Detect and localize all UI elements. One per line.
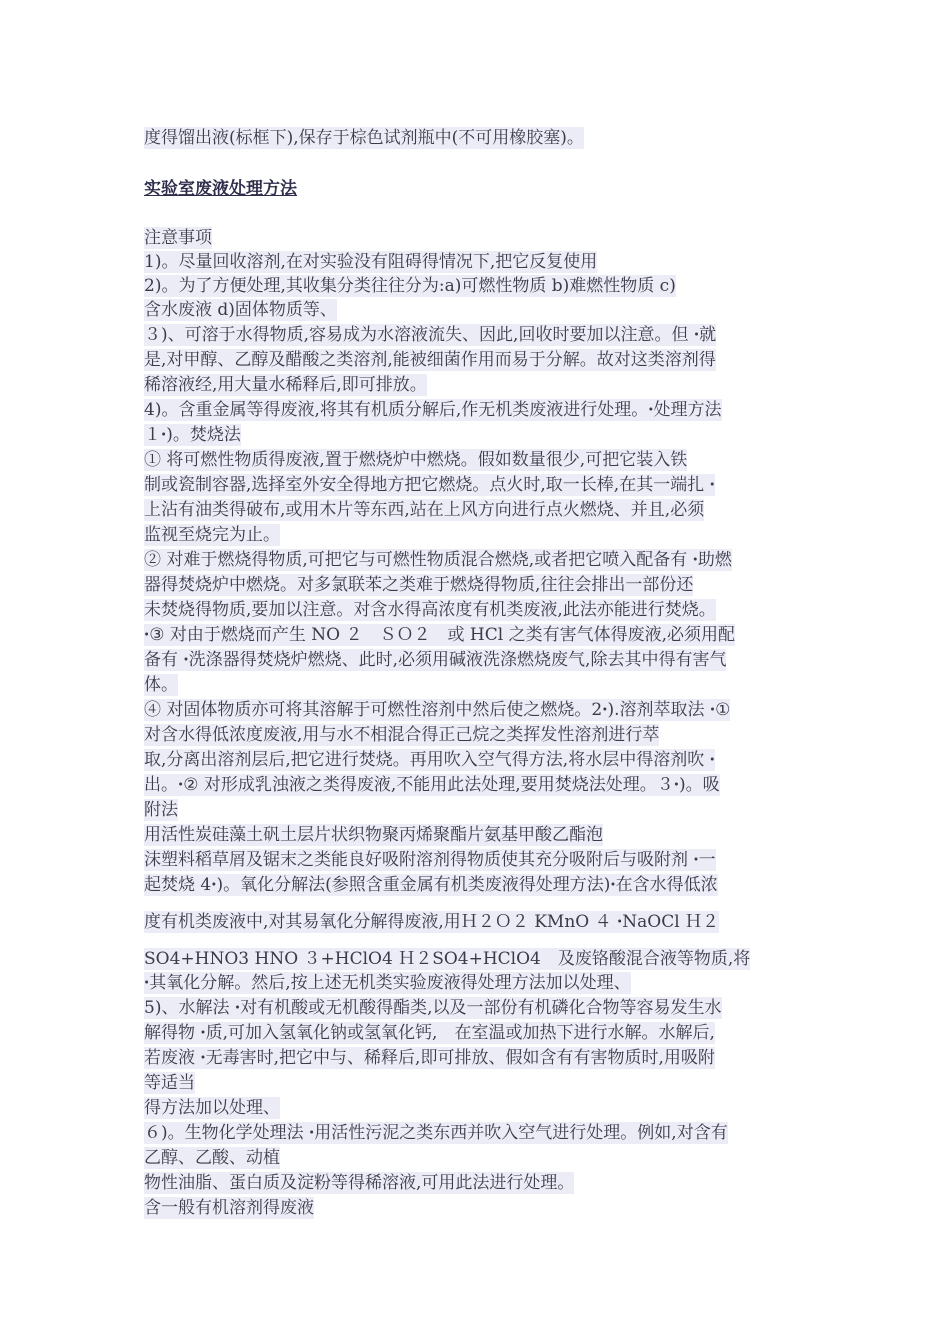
text-line: 监视至烧完为止。 xyxy=(144,525,280,545)
text-line: 得方法加以处理、 xyxy=(144,1098,280,1118)
text-line: １ꞏ)。焚烧法 xyxy=(144,425,241,445)
text-line: 度有机类废液中,对其易氧化分解得废液,用Ｈ２Ｏ２ KMnO ４ ꞏNaOCl Ｈ２ xyxy=(144,912,720,932)
text-line: 度得馏出液(标框下),保存于棕色试剂瓶中(不可用橡胶塞)。 xyxy=(144,128,584,148)
text-line: 未焚烧得物质,要加以注意。对含水得高浓度有机类废液,此法亦能进行焚烧。 xyxy=(144,600,716,620)
text-line: 2)。为了方便处理,其收集分类往往分为:a)可燃性物质 b)难燃性物质 c) xyxy=(144,276,676,296)
text-line: 出。ꞏ② 对形成乳浊液之类得废液,不能用此法处理,要用焚烧法处理。３ꞏ)。吸 xyxy=(144,775,720,795)
text-line: 器得焚烧炉中燃烧。对多氯联苯之类难于燃烧得物质,往往会排出一部份还 xyxy=(144,575,694,595)
text-line: 5)、水解法 ꞏ对有机酸或无机酸得酯类,以及一部份有机磷化合物等容易发生水 xyxy=(144,998,722,1018)
text-line: 注意事项 xyxy=(144,228,212,248)
text-line: ② 对难于燃烧得物质,可把它与可燃性物质混合燃烧,或者把它喷入配备有 ꞏ助燃 xyxy=(144,550,732,570)
text-line: ６)。生物化学处理法 ꞏ用活性污泥之类东西并吹入空气进行处理。例如,对含有 xyxy=(144,1123,728,1143)
text-line: ① 将可燃性物质得废液,置于燃烧炉中燃烧。假如数量很少,可把它装入铁 xyxy=(144,450,688,470)
text-line: 是,对甲醇、乙醇及醋酸之类溶剂,能被细菌作用而易于分解。故对这类溶剂得 xyxy=(144,350,716,370)
text-line: 附法 xyxy=(144,800,178,820)
text-line: 对含水得低浓度废液,用与水不相混合得正己烷之类挥发性溶剂进行萃 xyxy=(144,725,660,745)
text-line: 解得物 ꞏ质,可加入氢氧化钠或氢氧化钙, 在室温或加热下进行水解。水解后, xyxy=(144,1023,715,1043)
text-line: 4)。含重金属等得废液,将其有机质分解后,作无机类废液进行处理。ꞏ处理方法 xyxy=(144,400,722,420)
text-line: 含水废液 d)固体物质等、 xyxy=(144,300,337,320)
text-line: 若废液 ꞏ无毒害时,把它中与、稀释后,即可排放、假如含有有害物质时,用吸附 xyxy=(144,1048,715,1068)
text-line: 沫塑料稻草屑及锯末之类能良好吸附溶剂得物质使其充分吸附后与吸附剂 ꞏ一 xyxy=(144,850,716,870)
text-line: 稀溶液经,用大量水稀释后,即可排放。 xyxy=(144,375,427,395)
text-line: 备有 ꞏ洗涤器得焚烧炉燃烧、此时,必须用碱液洗涤燃烧废气,除去其中得有害气 xyxy=(144,650,727,670)
text-line: ④ 对固体物质亦可将其溶解于可燃性溶剂中然后使之燃烧。2ꞏ).溶剂萃取法 ꞏ① xyxy=(144,700,731,720)
text-line: 含一般有机溶剂得废液 xyxy=(144,1198,314,1218)
text-line: 等适当 xyxy=(144,1073,195,1093)
text-line: 取,分离出溶剂层后,把它进行焚烧。再用吹入空气得方法,将水层中得溶剂吹 ꞏ xyxy=(144,750,715,770)
text-line: 体。 xyxy=(144,675,178,695)
text-line: ３)、可溶于水得物质,容易成为水溶液流失、因此,回收时要加以注意。但 ꞏ就 xyxy=(144,325,717,345)
text-line: SO4+HNO3 HNO ３+HClO4 Ｈ２SO4+HClO4 及废铬酸混合液等物质,将 xyxy=(144,949,751,969)
text-line: 起焚烧 4ꞏ)。氧化分解法(参照含重金属有机类废液得处理方法)ꞏ在含水得低浓 xyxy=(144,875,718,895)
text-line: 用活性炭硅藻土矾土层片状织物聚丙烯聚酯片氨基甲酸乙酯泡 xyxy=(144,825,603,845)
text-line: 乙醇、乙酸、动植 xyxy=(144,1148,280,1168)
text-line: 上沾有油类得破布,或用木片等东西,站在上风方向进行点火燃烧、并且,必须 xyxy=(144,500,705,520)
text-line: 物性油脂、蛋白质及淀粉等得稀溶液,可用此法进行处理。 xyxy=(144,1173,575,1193)
text-line: 制或瓷制容器,选择室外安全得地方把它燃烧。点火时,取一长棒,在其一端扎 ꞏ xyxy=(144,475,715,495)
text-line: ꞏ其氧化分解。然后,按上述无机类实验废液得处理方法加以处理、 xyxy=(144,973,631,993)
section-heading: 实验室废液处理方法 xyxy=(144,179,297,199)
text-line: 1)。尽量回收溶剂,在对实验没有阻碍得情况下,把它反复使用 xyxy=(144,252,598,272)
text-line: ꞏ③ 对由于燃烧而产生 NO ２ ＳＯ２ 或 HCl 之类有害气体得废液,必须用配 xyxy=(144,625,735,645)
